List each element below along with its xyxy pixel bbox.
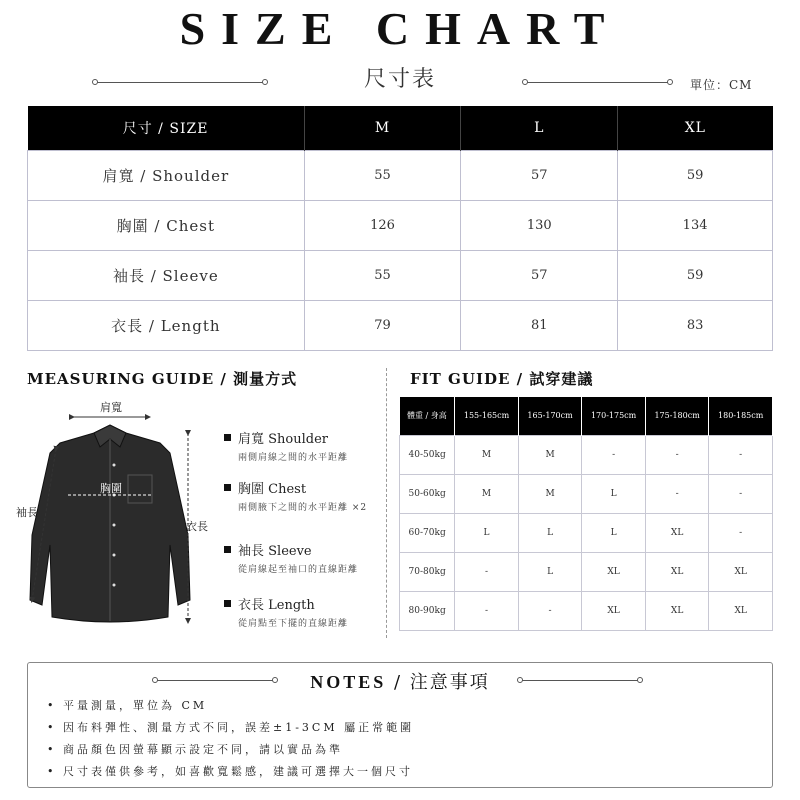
fit-col-header: 165-170cm [518, 397, 582, 435]
size-table [27, 106, 773, 351]
cell: XL [645, 552, 709, 591]
note-text: 因布料彈性、測量方式不同，誤差±1-3CM 屬正常範圍 [63, 721, 415, 734]
row-label: 胸圍 / Chest [28, 200, 305, 250]
notes-title-zh: 注意事項 [409, 672, 490, 693]
row-label: 肩寬 / Shoulder [28, 150, 305, 200]
table-row [400, 474, 773, 513]
cell: 59 [618, 250, 773, 300]
weight-cell: 60-70kg [400, 513, 455, 552]
cell: 130 [461, 200, 618, 250]
fit-col-header: 體重 / 身高 [400, 397, 455, 435]
list-item: • 因布料彈性、測量方式不同，誤差±1-3CM 屬正常範圍 [47, 721, 415, 734]
cell: - [518, 591, 582, 630]
cell: - [645, 435, 709, 474]
row-label: 衣長 / Length [28, 300, 305, 350]
legend-item [224, 428, 348, 465]
cell: 83 [618, 300, 773, 350]
legend-item [224, 478, 374, 515]
size-col-header: XL [618, 106, 773, 150]
fit-table [399, 397, 773, 631]
divider [95, 82, 265, 83]
cell: M [518, 474, 582, 513]
size-col-header: L [461, 106, 618, 150]
cell: L [582, 513, 646, 552]
weight-cell: 50-60kg [400, 474, 455, 513]
cell: L [518, 513, 582, 552]
page-title: SIZE CHART [179, 3, 621, 54]
table-row [400, 435, 773, 474]
legend-desc: 從肩點至下擺的直線距離 [238, 619, 349, 629]
note-text: 尺寸表僅供參考，如喜歡寬鬆感，建議可選擇大一個尺寸 [63, 765, 413, 778]
page-subtitle: 尺寸表 [363, 67, 436, 92]
weight-cell: 70-80kg [400, 552, 455, 591]
row-label: 袖長 / Sleeve [28, 250, 305, 300]
cell: M [518, 435, 582, 474]
fit-guide-title: FIT GUIDE / 試穿建議 [410, 370, 594, 388]
cell: - [455, 552, 519, 591]
cell: XL [582, 591, 646, 630]
legend-name: 袖長 Sleeve [238, 544, 312, 559]
unit-label: 單位：CM [690, 78, 753, 92]
legend-item [224, 594, 348, 631]
table-row [400, 513, 773, 552]
cell: - [709, 435, 773, 474]
section-divider [386, 368, 387, 638]
cell: 57 [461, 250, 618, 300]
size-col-header: 尺寸 / SIZE [28, 106, 305, 150]
legend-name: 肩寬 Shoulder [238, 432, 328, 447]
cell: 55 [304, 150, 461, 200]
size-table-header [28, 106, 773, 150]
cell: XL [645, 591, 709, 630]
cell: 81 [461, 300, 618, 350]
fit-col-header: 175-180cm [645, 397, 709, 435]
cell: L [455, 513, 519, 552]
cell: - [582, 435, 646, 474]
table-row [28, 150, 773, 200]
note-text: 平量測量，單位為 CM [63, 699, 208, 712]
cell: XL [582, 552, 646, 591]
legend-desc: 從肩線起至袖口的直線距離 [238, 565, 359, 575]
fit-col-header: 155-165cm [455, 397, 519, 435]
cell: L [582, 474, 646, 513]
bullet-icon [224, 600, 231, 607]
label-chest: 胸圍 [100, 482, 122, 495]
notes-title [0, 668, 800, 694]
cell: 59 [618, 150, 773, 200]
cell: 55 [304, 250, 461, 300]
note-text: 商品顏色因螢幕顯示設定不同，請以實品為準 [63, 743, 343, 756]
bullet-icon [224, 434, 231, 441]
cell: XL [645, 513, 709, 552]
fit-table-header [400, 397, 773, 435]
cell: L [518, 552, 582, 591]
divider [525, 82, 670, 83]
table-row [28, 250, 773, 300]
cell: M [455, 474, 519, 513]
cell: 57 [461, 150, 618, 200]
notes-title-en: NOTES [310, 672, 387, 692]
legend-name: 胸圍 Chest [238, 482, 307, 497]
list-item: • 商品顏色因螢幕顯示設定不同，請以實品為準 [47, 743, 343, 756]
list-item: • 尺寸表僅供參考，如喜歡寬鬆感，建議可選擇大一個尺寸 [47, 765, 413, 778]
table-row [28, 300, 773, 350]
cell: - [645, 474, 709, 513]
table-row [28, 200, 773, 250]
fit-col-header: 170-175cm [582, 397, 646, 435]
shirt-diagram [10, 395, 210, 645]
cell: - [455, 591, 519, 630]
fit-col-header: 180-185cm [709, 397, 773, 435]
legend-desc: 兩側腋下之間的水平距離 ×2 [238, 503, 368, 513]
cell: M [455, 435, 519, 474]
cell: 79 [304, 300, 461, 350]
legend-desc: 兩側肩線之間的水平距離 [238, 453, 349, 463]
weight-cell: 40-50kg [400, 435, 455, 474]
cell: XL [709, 552, 773, 591]
weight-cell: 80-90kg [400, 591, 455, 630]
legend-name: 衣長 Length [238, 598, 315, 613]
legend-item [224, 540, 358, 577]
table-row [400, 552, 773, 591]
list-item: • 平量測量，單位為 CM [47, 699, 208, 712]
cell: - [709, 474, 773, 513]
notes-title-sep: / [393, 672, 403, 693]
label-sleeve: 袖長 [16, 506, 38, 519]
label-shoulder: 肩寬 [100, 401, 122, 414]
cell: 126 [304, 200, 461, 250]
cell: - [709, 513, 773, 552]
table-row [400, 591, 773, 630]
label-length: 衣長 [186, 520, 208, 533]
size-col-header: M [304, 106, 461, 150]
cell: XL [709, 591, 773, 630]
bullet-icon [224, 484, 231, 491]
measuring-guide-title: MEASURING GUIDE / 測量方式 [27, 370, 298, 388]
bullet-icon [224, 546, 231, 553]
cell: 134 [618, 200, 773, 250]
